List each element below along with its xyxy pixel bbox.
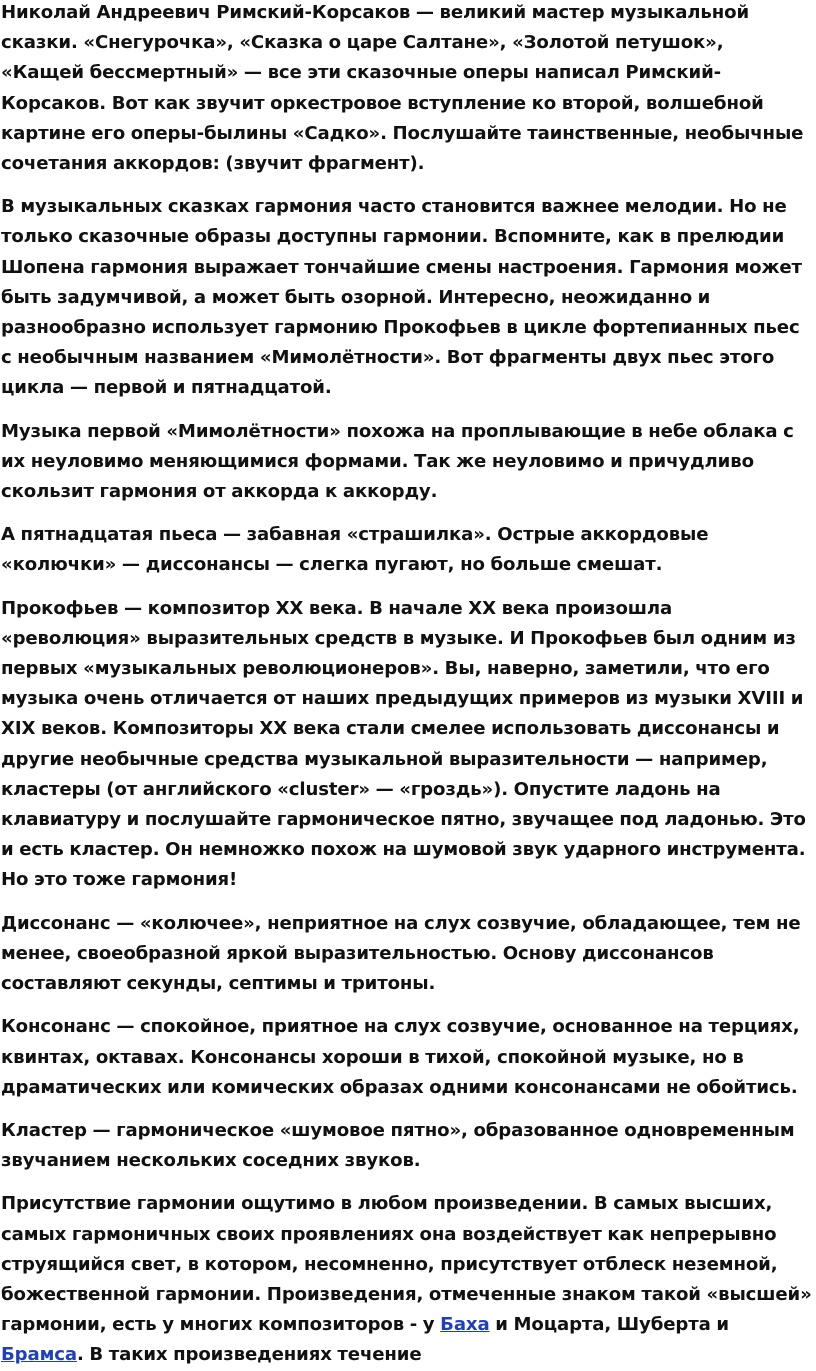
paragraph-first-mimoletnost: Музыка первой «Мимолётности» похожа на проплывающие в небе облака с их неуловимо меняющимися формами. Так же неуловимо и причудливо скользит гармония от аккорда к аккорду. — [1, 420, 794, 503]
paragraph-rimsky-korsakov: Николай Андреевич Римский-Корсаков — великий мастер музыкальной сказки. «Снегурочка», «Сказка о царе Салтане», «Золотой петушок», «Кащей бессмертный» — все эти сказочные оперы написал Римский-Корсаков. Вот как звучит оркестровое вступление ко второй, волшебной картине его оперы-былины «Садко». Послушайте таинственные, необычные сочетания аккордов: (звучит фрагмент). — [1, 2, 804, 175]
paragraph-cluster-definition: Кластер — гармоническое «шумовое пятно», образованное одновременным звучанием нескольких соседних звуков. — [1, 1119, 795, 1172]
paragraph-prokofiev-20th-century: Прокофьев — композитор XX века. В начале XX века произошла «революция» выразительных средств в музыке. И Прокофьев был одним из первых «музыкальных революционеров». Вы, наверно, заметили, что его музыка очень отличается от наших предыдущих примеров из музыки XVIII и XIX веков. Композиторы XX века стали смелее использовать диссонансы и другие необычные средства музыкальной выразительности — например, кластеры (от английского «cluster» — «гроздь»). Опустите ладонь на клавиатуру и послушайте гармоническое пятно, звучащее под ладонью. Это и есть кластер. Он немножко похож на шумовой звук ударного инструмента. Но это тоже гармония! — [1, 597, 806, 891]
link-bach[interactable]: Баха — [440, 1314, 490, 1336]
paragraph-fifteenth-piece: А пятнадцатая пьеса — забавная «страшилка». Острые аккордовые «колючки» — диссонансы — слегка пугают, но больше смешат. — [1, 524, 709, 576]
paragraph-consonance-definition: Консонанс — спокойное, приятное на слух созвучие, основанное на терциях, квинтах, октавах. Консонансы хороши в тихой, спокойной музыке, но в драматических или комических образах одними консонансами не обойтись. — [1, 1016, 800, 1098]
text-after-brahms: . В таких произведениях течение — [76, 1344, 422, 1366]
paragraph-dissonance-definition: Диссонанс — «колючее», неприятное на слух созвучие, обладающее, тем не менее, своеобразной яркой выразительностью. Основу диссонансов составляют секунды, септимы и тритоны. — [1, 912, 801, 995]
paragraph-harmony-in-fairy-tales: В музыкальных сказках гармония часто становится важнее мелодии. Но не только сказочные образы доступны гармонии. Вспомните, как в прелюдии Шопена гармония выражает тончайшие смены настроения. Гармония может быть задумчивой, а может быть озорной. Интересно, неожиданно и разнообразно использует гармонию Прокофьев в цикле фортепианных пьес с необычным названием «Мимолётности». Вот фрагменты двух пьес этого цикла — первой и пятнадцатой. — [1, 196, 802, 399]
text-before-bach: Присутствие гармонии ощутимо в любом произведении. В самых высших, самых гармоничных своих проявлениях она воздействует как непрерывно струящийся свет, в котором, несомненно, присутствует отблеск неземной, божественной гармонии. Произведения, отмеченные знаком такой «высшей» гармонии, есть у многих композиторов - у — [1, 1193, 812, 1336]
text-between-links: и Моцарта, Шуберта и — [489, 1314, 729, 1336]
link-brahms[interactable]: Брамса — [1, 1344, 77, 1366]
paragraph-higher-harmony — [1, 1189, 812, 1370]
